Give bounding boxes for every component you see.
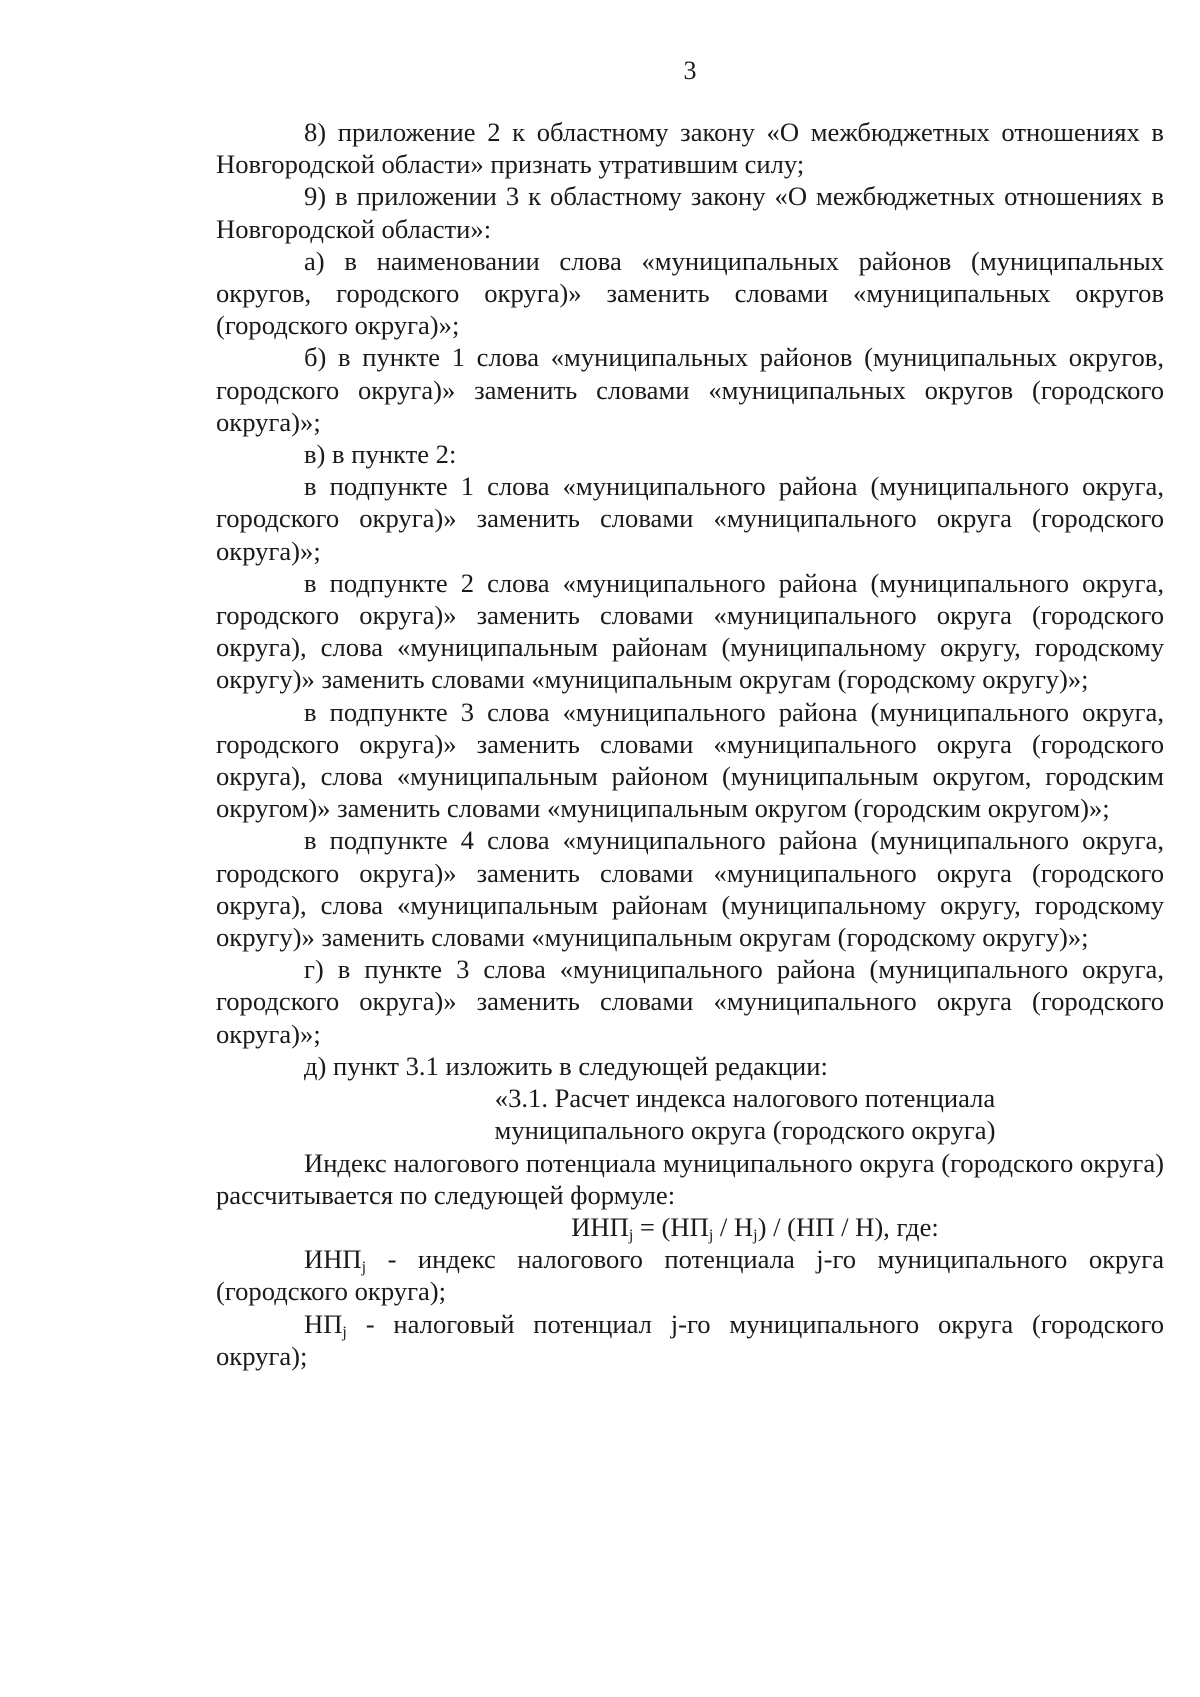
paragraph-v: в) в пункте 2: (304, 439, 457, 470)
formula-lhs: ИНП (571, 1211, 629, 1242)
formula-intro: Индекс налогового потенциала муниципального округа (городского округа) рассчитывается по следующей формуле: (216, 1147, 1164, 1210)
paragraph-v-2: в подпункте 2 слова «муниципального района (муниципального округа, городского округа)» заменить словами «муниципального округа (городского округа), слова «муниципальным районам (муниципальному округу, городскому округу)» заменить словами «муниципальным округам (городскому округу)»; (216, 567, 1164, 695)
paragraph-b: б) в пункте 1 слова «муниципальных районов (муниципальных округов, городского округа)» заменить словами «муниципальных округов (городского округа)»; (216, 342, 1164, 437)
paragraph-a: а) в наименовании слова «муниципальных районов (муниципальных округов, городского округа)» заменить словами «муниципальных округов (городского округа)»; (216, 245, 1164, 341)
definition-np (216, 1308, 1164, 1372)
paragraph-v-1: в подпункте 1 слова «муниципального района (муниципального округа, городского округа)» заменить словами «муниципального округа (городского округа)»; (216, 471, 1164, 566)
definition-np-text: - налоговый потенциал j-го муниципального округа (городского округа); (216, 1308, 1164, 1371)
paragraph-g: г) в пункте 3 слова «муниципального района (муниципального округа, городского округа)» заменить словами «муниципального округа (городского округа)»; (216, 954, 1164, 1049)
formula-sub-1: j (628, 1226, 634, 1244)
formula-slash: / Н (713, 1211, 754, 1242)
section-title-line-2: муниципального округа (городского округа) (494, 1115, 996, 1146)
formula (216, 1211, 1164, 1243)
formula-sub-3: j (753, 1226, 758, 1244)
paragraph-v-3: в подпункте 3 слова «муниципального района (муниципального округа, городского округа)» заменить словами «муниципального округа (городского округа), слова «муниципальным районом (муниципальным округом, городским округом)» заменить словами «муниципальным округом (городским округом)»; (216, 696, 1164, 824)
definition-inp-text: - индекс налогового потенциала j-го муниципального округа (городского округа); (216, 1244, 1164, 1307)
paragraph-d: д) пункт 3.1 изложить в следующей редакции: (304, 1050, 828, 1081)
section-title-line-1: «3.1. Расчет индекса налогового потенциала (494, 1083, 996, 1114)
paragraph-9: 9) в приложении 3 к областному закону «О межбюджетных отношениях в Новгородской области»: (216, 181, 1164, 244)
formula-eq-open: = (НП (633, 1211, 709, 1242)
definition-inp (216, 1243, 1164, 1307)
document-body (216, 116, 1164, 1372)
definition-np-term: НП (304, 1308, 343, 1339)
paragraph-8: 8) приложение 2 к областному закону «О межбюджетных отношениях в Новгородской области» признать утратившим силу; (216, 117, 1164, 180)
definition-inp-term: ИНП (304, 1244, 362, 1275)
formula-rest: ) / (НП / Н), где: (757, 1211, 939, 1242)
paragraph-v-4: в подпункте 4 слова «муниципального района (муниципального округа, городского округа)» заменить словами «муниципального округа (городского округа), слова «муниципальным районам (муниципальному округу, городскому округу)» заменить словами «муниципальным округам (городскому округу)»; (216, 825, 1164, 953)
definition-inp-sub: j (361, 1259, 367, 1277)
definition-np-sub: j (342, 1323, 347, 1341)
formula-sub-2: j (708, 1226, 714, 1244)
page-number: 3 (683, 56, 697, 85)
